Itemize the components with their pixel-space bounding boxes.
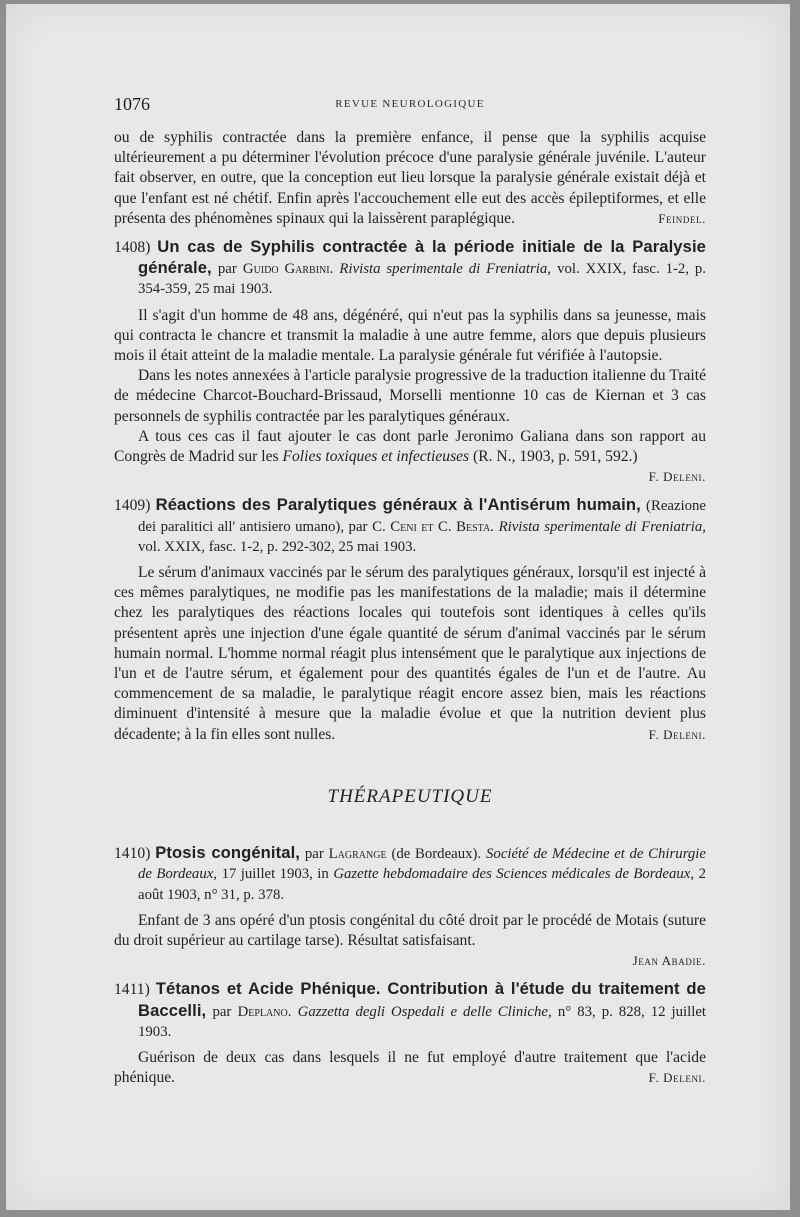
paragraph-text-end: (R. N., 1903, p. 591, 592.) xyxy=(473,448,638,466)
entry-number: 1411) xyxy=(114,981,150,999)
entry-1408 xyxy=(114,237,706,487)
entry-1409-heading xyxy=(114,495,706,557)
entry-1410-signature: Jean Abadie. xyxy=(632,953,706,969)
journal-name: Société de Médecine et de Chirurgie de Bordeaux, xyxy=(138,846,706,883)
citation-date: 17 juillet 1903, in xyxy=(221,866,329,883)
entry-number: 1408) xyxy=(114,239,151,257)
body-text: Guérison de deux cas dans lesquels il ne fut employé d'autre traitement que l'acide phénique. xyxy=(114,1048,706,1087)
entry-1410-body: Enfant de 3 ans opéré d'un ptosis congénital du côté droit par le procédé de Motais (suture du droit supérieur au cartilage tarse). Résultat satisfaisant. xyxy=(114,911,706,949)
entry-title: Ptosis congénital, xyxy=(155,843,301,863)
author-place: (de Bordeaux). xyxy=(391,846,482,863)
italic-title: Folies toxiques et infectieuses xyxy=(282,448,470,466)
entry-1410 xyxy=(114,843,706,971)
entry-title: Un cas de Syphilis contractée à la période initiale de la Paralysie générale, xyxy=(138,237,706,278)
entry-1408-paragraph-3 xyxy=(114,427,706,485)
entry-1409-signature: F. Deleni. xyxy=(648,726,706,742)
entry-1408-paragraph-1: Il s'agit d'un homme de 48 ans, dégénéré, qui n'eut pas la syphilis dans sa jeunesse, mais qui contracta le chancre et transmit la maladie à une autre femme, alors que depuis plusieurs mois il était atteint de la maladie mentale. La paralysie générale fut vérifiée à l'autopsie. xyxy=(114,306,706,365)
entry-number: 1410) xyxy=(114,845,151,863)
section-heading: THÉRAPEUTIQUE xyxy=(327,785,493,807)
entry-1411-body xyxy=(114,1048,706,1088)
entry-1408-signature: F. Deleni. xyxy=(648,469,706,485)
entry-1411-heading xyxy=(114,979,706,1042)
entry-number: 1409) xyxy=(114,497,151,515)
running-header xyxy=(114,94,706,116)
entry-1411-signature: F. Deleni. xyxy=(648,1070,706,1086)
entry-1409 xyxy=(114,495,706,744)
journal-name: Rivista sperimentale di Freniatria, xyxy=(339,261,551,278)
entry-1410-heading xyxy=(114,843,706,905)
byline-par: par xyxy=(212,1003,232,1020)
paragraph-text: A tous ces cas il faut ajouter le cas dont parle Jeronimo Galiana dans son rapport au Congrès de Madrid sur les xyxy=(114,427,706,466)
entry-1411 xyxy=(114,979,706,1088)
intro-signature: Feindel. xyxy=(658,210,706,226)
citation-ref: 2 août 1903, n° 31, p. 378. xyxy=(138,866,707,903)
citation-ref: n° 83, p. 828, 12 juillet 1903. xyxy=(138,1003,707,1040)
entry-title: Tétanos et Acide Phénique. Contribution à l'étude du traitement de Baccelli, xyxy=(138,979,706,1020)
journal-name: Gazzetta degli Ospedali e delle Cliniche, xyxy=(297,1003,552,1020)
entry-1408-paragraph-2: Dans les notes annexées à l'article paralysie progressive de la traduction italienne du Traité de médecine Charcot-Bouchard-Brissaud, Morselli mentionne 10 cas de Kiernan et 3 cas personnels de syphilis contractée par les paralytiques généraux. xyxy=(114,367,706,425)
citation-ref: vol. XXIX, fasc. 1-2, p. 292-302, 25 mai 1903. xyxy=(138,538,417,555)
author-names: C. Ceni et C. Besta. xyxy=(372,518,494,535)
entry-title: Réactions des Paralytiques généraux à l'Antisérum humain, xyxy=(155,495,641,515)
citation-ref: vol. XXIX, fasc. 1-2, p. 354-359, 25 mai 1903. xyxy=(138,261,707,298)
page-number: 1076 xyxy=(114,94,150,114)
byline-par: par xyxy=(304,846,324,863)
entry-subtitle: (Reazione dei paralitici all' antisiero umano), par xyxy=(138,498,706,535)
body-text: Le sérum d'animaux vaccinés par le sérum des paralytiques généraux, lorsqu'il est injecté à ces mêmes paralytiques, ne modifie pas les manifestations de la maladie; mais il détermine chez les paralytiques des réactions locales qui toutefois sont identiques à celles qu'ils présentent après une injection d'une égale quantité de sérum d'animal vaccinés par le sérum humain normal. L'homme normal réagit plus intensément que le paralytique aux injections de l'un et de l'autre sérum, et également pour des quantités égales de l'un et de l'autre. Au commencement de sa maladie, le paralytique réagit encore assez bien, mais les réactions diminuent d'intensité à mesure que la maladie évolue et que la nutrition devient plus décadente; à la fin elles sont nulles. xyxy=(114,564,706,743)
page-content xyxy=(114,128,706,1088)
author-name: Lagrange xyxy=(328,846,387,863)
journal-name-2: Gazette hebdomadaire des Sciences médicales de Bordeaux, xyxy=(333,866,695,883)
journal-title: REVUE NEUROLOGIQUE xyxy=(335,98,485,110)
author-name: Deplano. xyxy=(237,1003,292,1020)
intro-text: ou de syphilis contractée dans la première enfance, il pense que la syphilis acquise ultérieurement a pu déterminer l'évolution précoce d'une paralysie générale juvénile. L'auteur fait observer, en outre, que la conception eut lieu lorsque la paralysie générale existait déjà et que l'enfant est né chétif. Enfin après l'accouchement elle eut des accès épileptiformes, et elle présenta des phénomènes spinaux qui la laissèrent paraplégique. xyxy=(114,129,706,227)
entry-1408-heading xyxy=(114,237,706,300)
entry-1409-body xyxy=(114,563,706,745)
intro-paragraph xyxy=(114,128,706,229)
author-name: Guido Garbini. xyxy=(242,261,334,278)
journal-name: Rivista sperimentale di Freniatria, xyxy=(498,518,706,535)
byline-par: par xyxy=(217,261,237,278)
